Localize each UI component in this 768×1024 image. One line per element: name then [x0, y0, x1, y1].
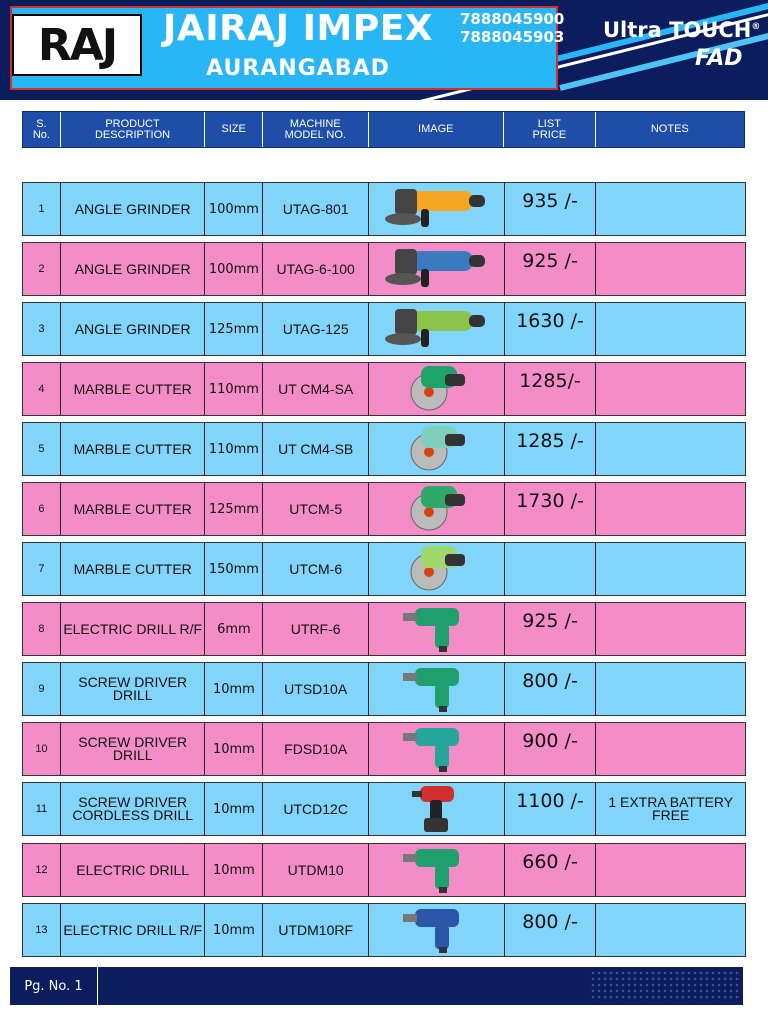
- col-sno-cell: [23, 543, 61, 595]
- col-size-value: 100mm: [208, 261, 259, 277]
- col-model-value: UT CM4-SA: [278, 380, 354, 397]
- marble-cutter-icon: [401, 542, 471, 596]
- col-description-value: SCREW DRIVER CORDLESS DRILL: [72, 794, 193, 823]
- drill-icon: [401, 903, 471, 957]
- col-description-value: ANGLE GRINDER: [74, 200, 191, 217]
- col-price-cell: [505, 183, 597, 235]
- col-notes-cell: [596, 303, 745, 355]
- col-size-value: 10mm: [212, 801, 255, 817]
- col-model-cell: [263, 783, 369, 835]
- drill-icon: [401, 722, 471, 776]
- product-image: [369, 663, 505, 715]
- col-price-value: 935 /-: [522, 190, 578, 212]
- col-price-value: 900 /-: [522, 730, 578, 752]
- col-description-cell: [61, 783, 206, 835]
- col-sno-value: 4: [38, 382, 45, 395]
- col-sno-cell: [23, 783, 61, 835]
- col-notes-cell: [596, 423, 745, 475]
- col-description-cell: [61, 904, 206, 956]
- col-notes-cell: [596, 844, 745, 896]
- phone-number: 7888045900: [460, 10, 565, 28]
- table-row: [22, 903, 746, 957]
- col-price-cell: [505, 363, 597, 415]
- col-model-value: UTDM10: [287, 861, 344, 878]
- table-row: [22, 482, 746, 536]
- col-price-value: 660 /-: [522, 851, 578, 873]
- marble-cutter-icon: [401, 482, 471, 536]
- marble-cutter-icon: [401, 422, 471, 476]
- table-header: [22, 111, 745, 148]
- col-description-cell: [61, 543, 206, 595]
- col-description-cell: [61, 723, 206, 775]
- col-price-cell: [505, 243, 597, 295]
- col-size-cell: [205, 543, 263, 595]
- col-size-value: 10mm: [212, 681, 255, 697]
- col-model-cell: [263, 844, 369, 896]
- col-price-cell: [505, 603, 597, 655]
- col-notes-cell: [596, 904, 745, 956]
- col-description-value: MARBLE CUTTER: [73, 380, 192, 397]
- col-price-cell: [505, 663, 597, 715]
- col-price-cell: [505, 303, 597, 355]
- col-sno-value: 11: [35, 802, 48, 815]
- col-price-value: 925 /-: [522, 610, 578, 632]
- col-price-value: 1100 /-: [516, 790, 584, 812]
- logo-text: RAJ: [37, 19, 117, 71]
- col-size-cell: [205, 483, 263, 535]
- angle-grinder-icon: [381, 183, 491, 235]
- table-row: [22, 782, 746, 836]
- col-sno-cell: [23, 663, 61, 715]
- col-size-value: 125mm: [208, 321, 259, 337]
- col-sno-cell: [23, 183, 61, 235]
- col-size-value: 110mm: [208, 441, 259, 457]
- col-description-cell: [61, 303, 206, 355]
- col-model-value: FDSD10A: [284, 740, 348, 757]
- col-sno-value: 5: [38, 442, 45, 455]
- product-image: [369, 363, 505, 415]
- col-model-value: UTCM-6: [289, 560, 343, 577]
- col-notes-cell: [596, 723, 745, 775]
- col-model-header: MACHINE MODEL NO.: [263, 112, 369, 147]
- col-price-cell: [505, 783, 597, 835]
- product-image: [369, 303, 505, 355]
- col-description-header: PRODUCT DESCRIPTION: [61, 112, 205, 147]
- col-size-cell: [205, 423, 263, 475]
- col-size-cell: [205, 303, 263, 355]
- col-size-value: 10mm: [212, 922, 255, 938]
- col-description-value: MARBLE CUTTER: [73, 440, 192, 457]
- table-row: [22, 542, 746, 596]
- angle-grinder-icon: [381, 243, 491, 295]
- col-description-cell: [61, 423, 206, 475]
- col-sno-cell: [23, 423, 61, 475]
- col-size-cell: [205, 723, 263, 775]
- col-price-value: 1630 /-: [516, 310, 584, 332]
- table-row: [22, 302, 746, 356]
- angle-grinder-icon: [381, 303, 491, 355]
- col-sno-cell: [23, 904, 61, 956]
- col-model-value: UTAG-6-100: [276, 260, 355, 277]
- col-sno-cell: [23, 303, 61, 355]
- col-model-cell: [263, 904, 369, 956]
- col-price-value: 1730 /-: [516, 490, 584, 512]
- product-image: [369, 423, 505, 475]
- product-image: [369, 243, 505, 295]
- product-image: [369, 603, 505, 655]
- col-sno-value: 8: [38, 622, 45, 635]
- product-image: [369, 904, 505, 956]
- col-description-cell: [61, 483, 206, 535]
- col-description-cell: [61, 243, 206, 295]
- col-price-value: 800 /-: [522, 911, 578, 933]
- col-description-value: ELECTRIC DRILL R/F: [63, 921, 203, 938]
- table-row: [22, 422, 746, 476]
- col-sno-value: 13: [35, 923, 48, 936]
- col-size-cell: [205, 603, 263, 655]
- col-size-value: 125mm: [208, 501, 259, 517]
- col-sno-header: S. No.: [23, 112, 61, 147]
- col-notes-cell: [596, 783, 745, 835]
- col-model-cell: [263, 423, 369, 475]
- table-row: [22, 662, 746, 716]
- col-price-cell: [505, 483, 597, 535]
- col-sno-cell: [23, 603, 61, 655]
- col-description-cell: [61, 363, 206, 415]
- col-size-value: 10mm: [212, 741, 255, 757]
- col-notes-cell: [596, 363, 745, 415]
- cordless-drill-icon: [406, 782, 466, 836]
- col-sno-cell: [23, 363, 61, 415]
- col-description-cell: [61, 603, 206, 655]
- marble-cutter-icon: [401, 362, 471, 416]
- col-model-value: UTAG-125: [282, 320, 349, 337]
- col-sno-cell: [23, 723, 61, 775]
- col-notes-cell: [596, 483, 745, 535]
- product-image: [369, 183, 505, 235]
- col-model-value: UTCM-5: [289, 500, 343, 517]
- table-row: [22, 843, 746, 897]
- table-row: [22, 362, 746, 416]
- col-sno-cell: [23, 483, 61, 535]
- col-price-value: 800 /-: [522, 670, 578, 692]
- col-model-value: UTDM10RF: [278, 921, 354, 938]
- col-sno-cell: [23, 243, 61, 295]
- col-image-header: IMAGE: [369, 112, 504, 147]
- col-model-cell: [263, 243, 369, 295]
- drill-icon: [401, 602, 471, 656]
- col-size-cell: [205, 904, 263, 956]
- col-price-cell: [505, 904, 597, 956]
- col-notes-value: 1 EXTRA BATTERY FREE: [608, 794, 734, 823]
- col-size-value: 100mm: [208, 201, 259, 217]
- col-size-cell: [205, 663, 263, 715]
- col-price-cell: [505, 723, 597, 775]
- col-model-cell: [263, 663, 369, 715]
- col-size-value: 6mm: [217, 621, 251, 637]
- col-description-value: SCREW DRIVER DRILL: [78, 674, 188, 703]
- col-description-value: MARBLE CUTTER: [73, 500, 192, 517]
- footer-dot-pattern: [590, 970, 740, 1002]
- col-notes-header: NOTES: [650, 123, 689, 135]
- col-sno-value: 7: [38, 562, 45, 575]
- col-model-cell: [263, 603, 369, 655]
- ultra-touch-logo: [603, 18, 760, 42]
- drill-icon: [401, 843, 471, 897]
- col-sno-value: 10: [35, 742, 48, 755]
- col-model-cell: [263, 723, 369, 775]
- col-model-value: UTSD10A: [284, 680, 348, 697]
- col-size-cell: [205, 183, 263, 235]
- table-row: [22, 602, 746, 656]
- col-size-value: 150mm: [208, 561, 259, 577]
- col-sno-value: 9: [38, 682, 45, 695]
- col-notes-cell: [596, 543, 745, 595]
- col-model-value: UT CM4-SB: [278, 440, 354, 457]
- col-description-value: MARBLE CUTTER: [73, 560, 192, 577]
- col-sno-cell: [23, 844, 61, 896]
- col-price-value: 1285/-: [519, 370, 581, 392]
- col-notes-cell: [596, 663, 745, 715]
- company-name: JAIRAJ IMPEX: [162, 8, 434, 49]
- product-image: [369, 543, 505, 595]
- col-notes-cell: [596, 243, 745, 295]
- brand-name: Ultra TOUCH: [603, 18, 752, 42]
- table-row: [22, 182, 746, 236]
- table-row: [22, 722, 746, 776]
- drill-icon: [401, 662, 471, 716]
- col-price-cell: [505, 423, 597, 475]
- col-sno-value: 6: [38, 502, 45, 515]
- col-model-value: UTCD12C: [283, 800, 348, 817]
- table-row: [22, 242, 746, 296]
- col-description-value: ANGLE GRINDER: [74, 320, 191, 337]
- col-sno-value: 1: [38, 202, 45, 215]
- col-size-cell: [205, 844, 263, 896]
- col-notes-cell: [596, 183, 745, 235]
- col-description-value: ANGLE GRINDER: [74, 260, 191, 277]
- fad-logo: FAD: [695, 46, 743, 71]
- col-price-value: 925 /-: [522, 250, 578, 272]
- header-banner: [0, 0, 768, 100]
- page-number: Pg. No. 1: [10, 967, 98, 1005]
- col-price-header: LIST PRICE: [504, 112, 596, 147]
- registered-mark: ®: [751, 22, 761, 32]
- col-size-cell: [205, 363, 263, 415]
- col-sno-value: 2: [38, 262, 45, 275]
- col-model-cell: [263, 543, 369, 595]
- col-model-value: UTRF-6: [290, 620, 341, 637]
- col-price-value: 1285 /-: [516, 430, 584, 452]
- col-model-cell: [263, 483, 369, 535]
- col-price-cell: [505, 844, 597, 896]
- company-city: AURANGABAD: [206, 56, 390, 81]
- phone-number: 7888045903: [460, 28, 565, 46]
- col-model-cell: [263, 363, 369, 415]
- product-image: [369, 483, 505, 535]
- col-size-value: 10mm: [212, 862, 255, 878]
- col-description-cell: [61, 183, 206, 235]
- raj-logo: [12, 14, 142, 76]
- product-image: [369, 723, 505, 775]
- col-size-cell: [205, 243, 263, 295]
- col-description-value: ELECTRIC DRILL R/F: [63, 620, 203, 637]
- col-sno-value: 12: [35, 863, 48, 876]
- col-description-cell: [61, 663, 206, 715]
- col-size-cell: [205, 783, 263, 835]
- col-model-cell: [263, 183, 369, 235]
- col-price-cell: [505, 543, 597, 595]
- col-description-value: SCREW DRIVER DRILL: [78, 734, 188, 763]
- col-description-value: ELECTRIC DRILL: [76, 861, 190, 878]
- col-size-value: 110mm: [208, 381, 259, 397]
- col-model-cell: [263, 303, 369, 355]
- col-model-value: UTAG-801: [282, 200, 349, 217]
- col-description-cell: [61, 844, 206, 896]
- col-sno-value: 3: [38, 322, 45, 335]
- col-notes-cell: [596, 603, 745, 655]
- product-image: [369, 844, 505, 896]
- product-image: [369, 783, 505, 835]
- col-size-header: SIZE: [205, 112, 263, 147]
